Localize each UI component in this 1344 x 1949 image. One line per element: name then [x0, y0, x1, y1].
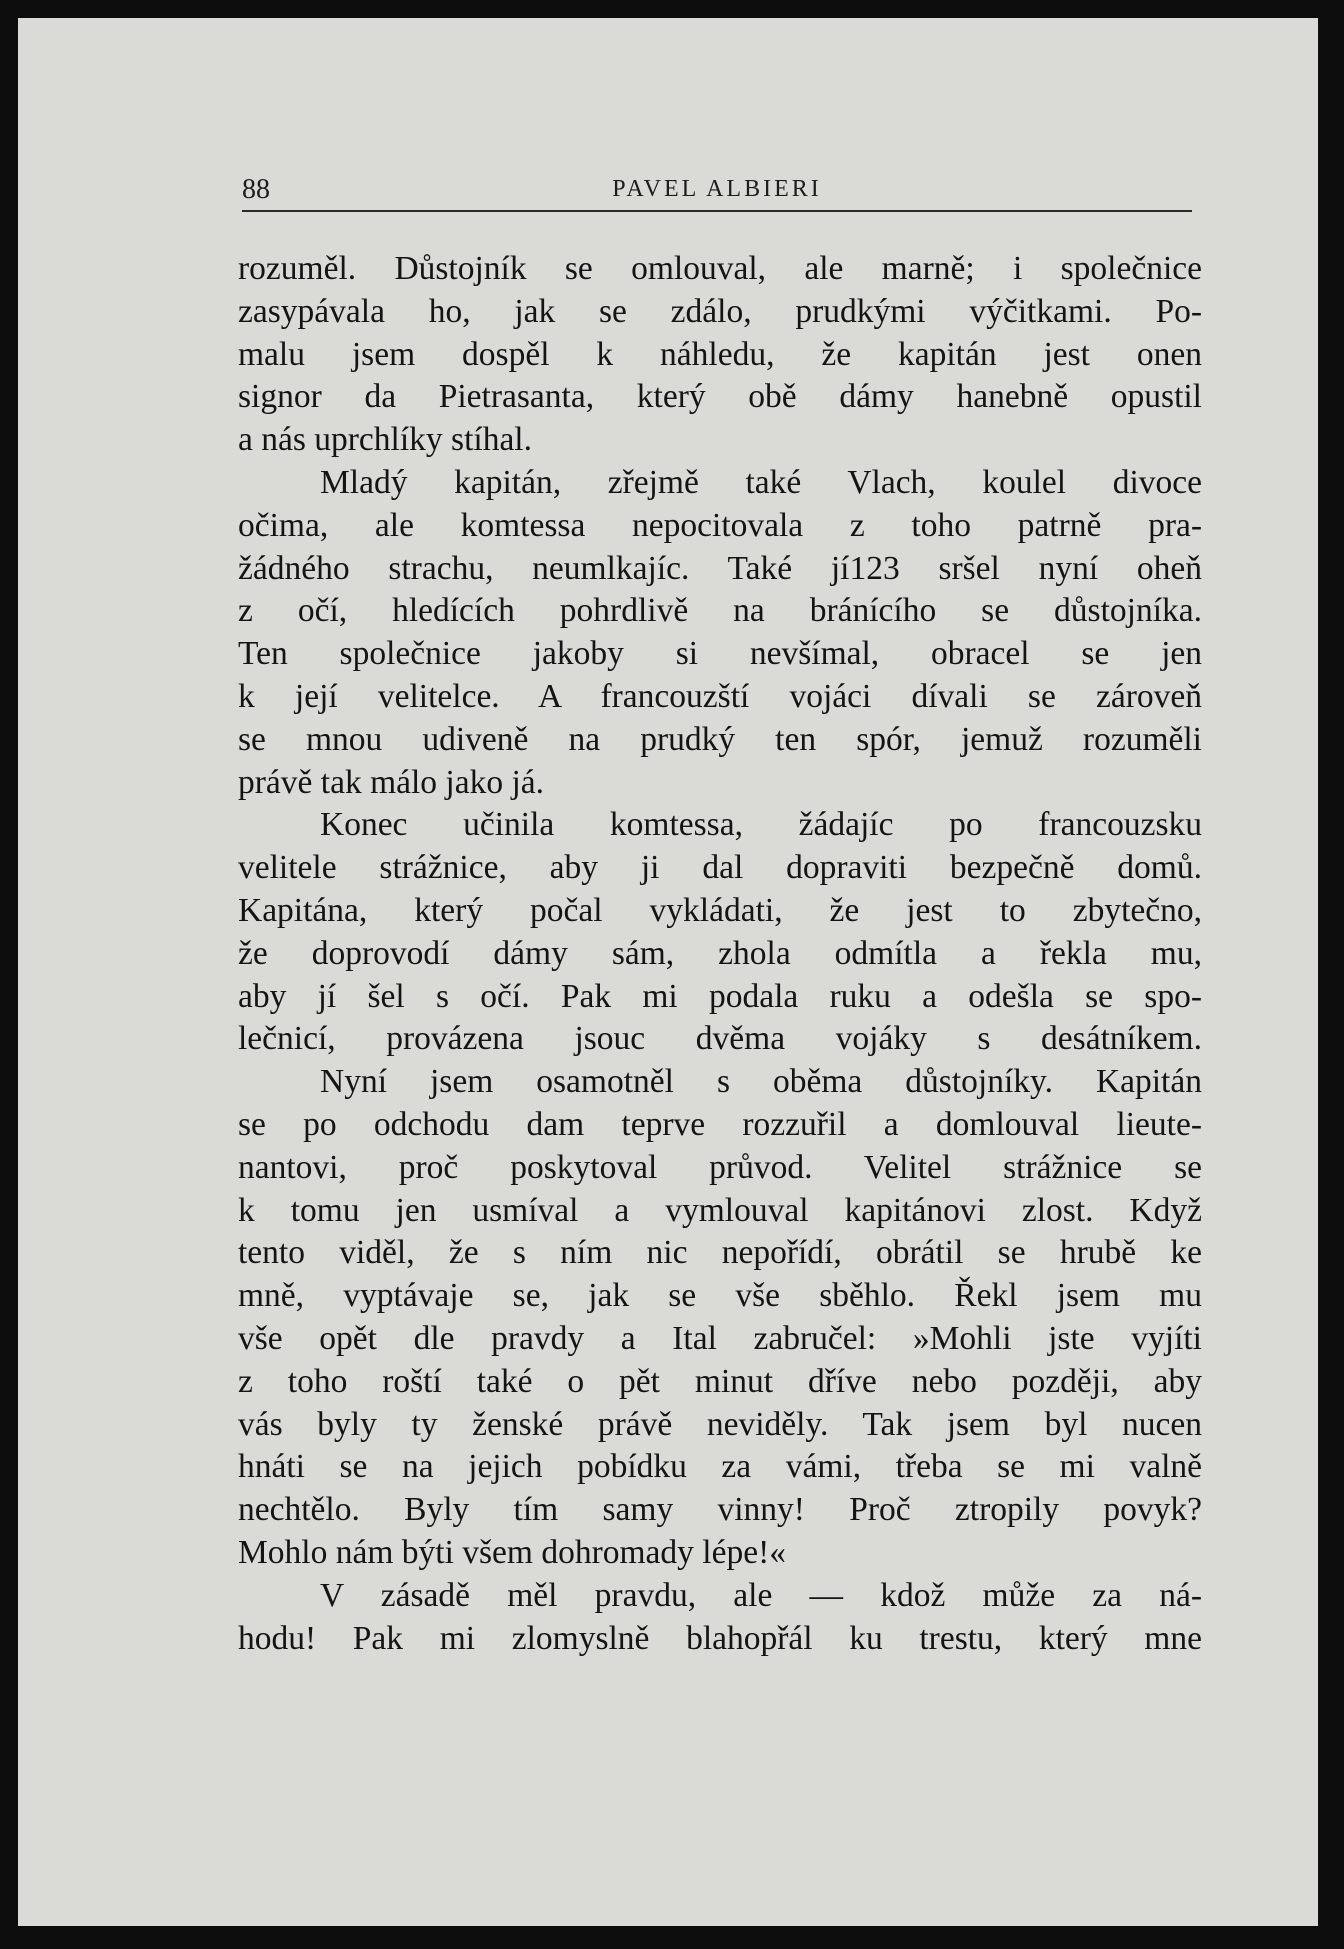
- text-line: z očí, hledících pohrdlivě na bránícího se důstojníka.: [238, 592, 1202, 630]
- paragraph-start-line: Mladý kapitán, zřejmě také Vlach, koulel divoce: [320, 463, 1202, 501]
- text-line: rozuměl. Důstojník se omlouval, ale marně; i společnice: [238, 250, 1202, 287]
- text-line: lečnicí, provázena jsouc dvěma vojáky s desátníkem.: [238, 1020, 1202, 1058]
- text-line: žádného strachu, neumlkajíc. Také jí123 sršel nyní oheň: [238, 549, 1202, 587]
- text-line: k její velitelce. A francouzští vojáci dívali se zároveň: [238, 677, 1202, 715]
- text-line: zasypávala ho, jak se zdálo, prudkými výčitkami. Po-: [238, 292, 1202, 330]
- text-line: očima, ale komtessa nepocitovala z toho patrně pra-: [238, 506, 1202, 544]
- text-line: malu jsem dospěl k náhledu, že kapitán jest onen: [238, 335, 1202, 373]
- text-line: Mohlo nám býti všem dohromady lépe!«: [238, 1533, 787, 1571]
- text-line: se po odchodu dam teprve rozzuřil a domlouval lieute-: [238, 1105, 1202, 1143]
- text-line: z toho roští také o pět minut dříve nebo později, aby: [238, 1362, 1202, 1400]
- text-line: signor da Pietrasanta, který obě dámy hanebně opustil: [238, 378, 1202, 416]
- text-line: hodu! Pak mi zlomyslně blahopřál ku trestu, který mne: [238, 1619, 1202, 1657]
- text-line: se mnou udiveně na prudký ten spór, jemuž rozuměli: [238, 720, 1202, 758]
- text-line: tento viděl, že s ním nic nepořídí, obrátil se hrubě ke: [238, 1234, 1202, 1272]
- text-line: právě tak málo jako já.: [238, 763, 545, 801]
- text-line: vás byly ty ženské právě neviděly. Tak jsem byl nucen: [238, 1405, 1202, 1443]
- text-line: Ten společnice jakoby si nevšímal, obracel se jen: [238, 635, 1202, 673]
- text-line: vše opět dle pravdy a Ital zabručel: »Mohli jste vyjíti: [238, 1319, 1202, 1357]
- text-line: nechtělo. Byly tím samy vinny! Proč ztropily povyk?: [238, 1491, 1202, 1529]
- text-line: aby jí šel s očí. Pak mi podala ruku a odešla se spo-: [238, 977, 1202, 1015]
- text-line: a nás uprchlíky stíhal.: [238, 421, 532, 459]
- paragraph-start-line: Konec učinila komtessa, žádajíc po francouzsku: [320, 806, 1202, 844]
- page-header: [242, 166, 1192, 212]
- text-line: Kapitána, který počal vykládati, že jest to zbytečno,: [238, 891, 1202, 929]
- paragraph-start-line: Nyní jsem osamotněl s oběma důstojníky. Kapitán: [320, 1063, 1202, 1101]
- body-text: [238, 248, 1202, 1660]
- page-number: 88: [242, 174, 270, 205]
- text-line: mně, vyptávaje se, jak se vše sběhlo. Řekl jsem mu: [238, 1277, 1202, 1315]
- paragraph-start-line: V zásadě měl pravdu, ale — kdož může za ná-: [320, 1576, 1202, 1614]
- text-line: k tomu jen usmíval a vymlouval kapitánovi zlost. Když: [238, 1191, 1202, 1229]
- book-page: [18, 18, 1318, 1926]
- running-head: PAVEL ALBIERI: [612, 176, 822, 202]
- text-line: velitele strážnice, aby ji dal dopraviti bezpečně domů.: [238, 849, 1202, 887]
- text-line: nantovi, proč poskytoval průvod. Velitel strážnice se: [238, 1148, 1202, 1186]
- text-line: že doprovodí dámy sám, zhola odmítla a řekla mu,: [238, 934, 1202, 972]
- text-line: hnáti se na jejich pobídku za vámi, třeba se mi valně: [238, 1448, 1202, 1486]
